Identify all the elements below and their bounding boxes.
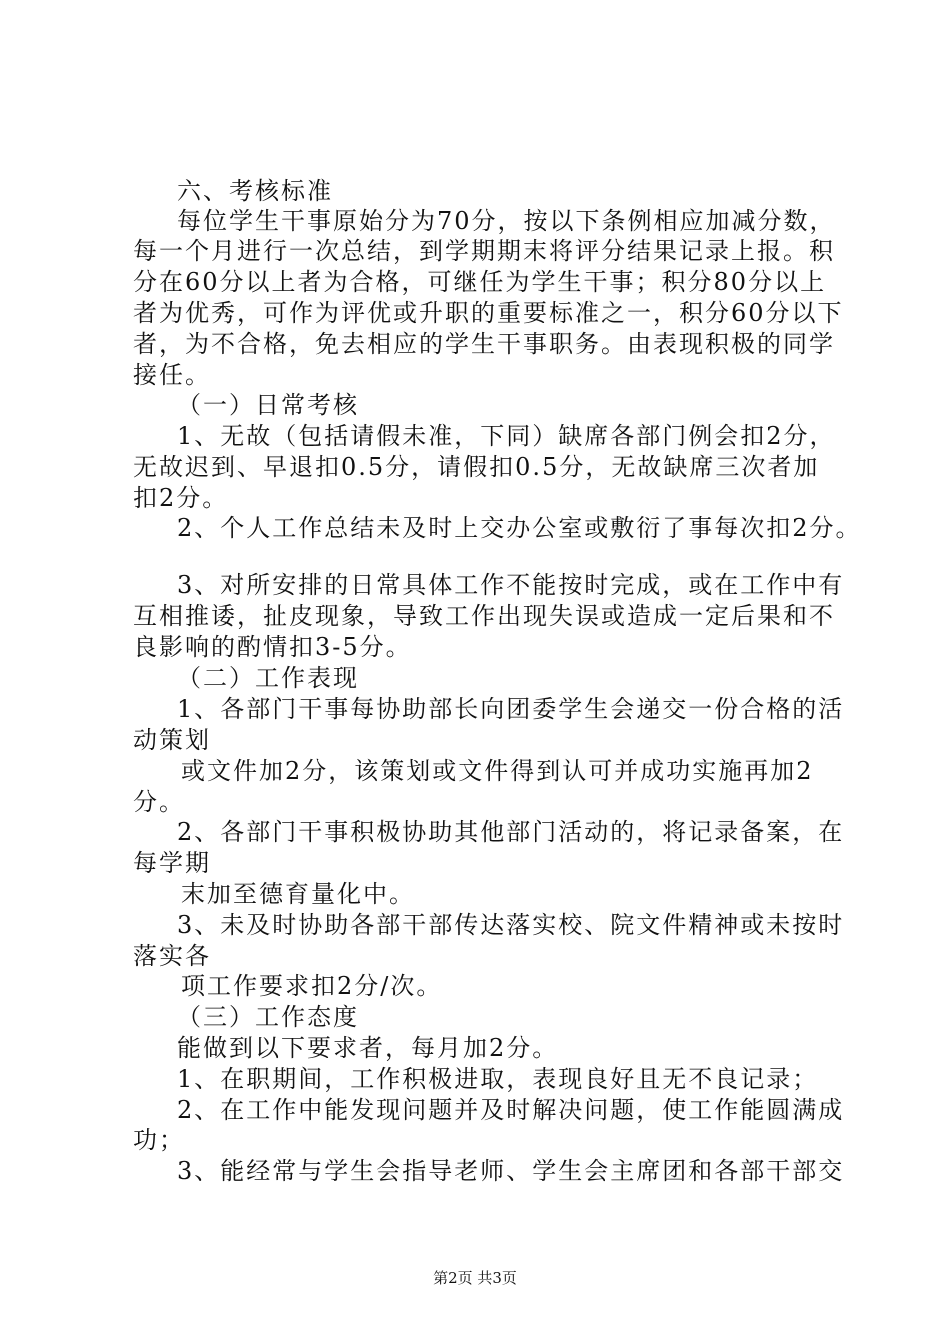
paragraph-line: 良影响的酌情扣3-5分。 (133, 633, 412, 661)
paragraph-line: 能做到以下要求者，每月加2分。 (177, 1034, 559, 1062)
paragraph-line: 分在60分以上者为合格，可继任为学生干事；积分80分以上 (133, 268, 827, 296)
page-footer: 第2页 共3页 (433, 1269, 517, 1287)
paragraph-line: 功； (133, 1126, 185, 1154)
subsection-heading: （一）日常考核 (177, 391, 359, 419)
paragraph-line: 或文件加2分，该策划或文件得到认可并成功实施再加2 (181, 757, 814, 785)
paragraph-line: 2、个人工作总结未及时上交办公室或敷衍了事每次扣2分。 (177, 514, 862, 542)
paragraph-line: 1、在职期间，工作积极进取，表现良好且无不良记录； (177, 1065, 819, 1093)
subsection-heading: （三）工作态度 (177, 1003, 359, 1031)
paragraph-line: 动策划 (133, 726, 211, 754)
paragraph-line: 3、未及时协助各部干部传达落实校、院文件精神或未按时 (177, 911, 845, 939)
paragraph-line: 2、在工作中能发现问题并及时解决问题，使工作能圆满成 (177, 1096, 845, 1124)
paragraph-line: 1、各部门干事每协助部长向团委学生会递交一份合格的活 (177, 695, 845, 723)
subsection-heading: （二）工作表现 (177, 664, 359, 692)
paragraph-line: 1、无故（包括请假未准，下同）缺席各部门例会扣2分， (177, 422, 836, 450)
paragraph-line: 分。 (133, 788, 185, 816)
paragraph-line: 接任。 (133, 361, 211, 389)
paragraph-line: 每学期 (133, 849, 211, 877)
paragraph-line: 者，为不合格，免去相应的学生干事职务。由表现积极的同学 (133, 330, 835, 358)
paragraph-line: 每位学生干事原始分为70分，按以下条例相应加减分数， (177, 207, 836, 235)
paragraph-line: 扣2分。 (133, 484, 229, 512)
paragraph-line: 每一个月进行一次总结，到学期期末将评分结果记录上报。积 (133, 237, 835, 265)
paragraph-line: 末加至德育量化中。 (181, 880, 415, 908)
paragraph-line: 无故迟到、早退扣0.5分，请假扣0.5分，无故缺席三次者加 (133, 453, 820, 481)
paragraph-line: 项工作要求扣2分/次。 (181, 972, 443, 1000)
paragraph-line: 2、各部门干事积极协助其他部门活动的，将记录备案，在 (177, 818, 845, 846)
section-heading: 六、考核标准 (177, 177, 333, 205)
paragraph-line: 互相推诿，扯皮现象，导致工作出现失误或造成一定后果和不 (133, 602, 835, 630)
paragraph-line: 落实各 (133, 942, 211, 970)
paragraph-line: 者为优秀，可作为评优或升职的重要标准之一，积分60分以下 (133, 299, 844, 327)
paragraph-line: 3、能经常与学生会指导老师、学生会主席团和各部干部交 (177, 1157, 845, 1185)
paragraph-line: 3、对所安排的日常具体工作不能按时完成，或在工作中有 (177, 571, 845, 599)
